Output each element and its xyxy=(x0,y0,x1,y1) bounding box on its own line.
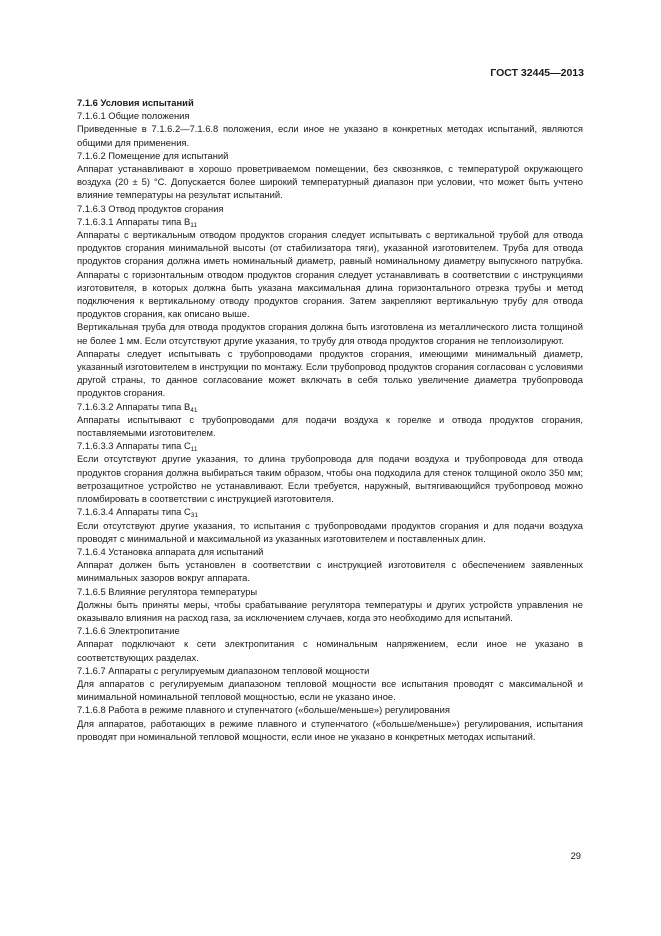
subscript: 11 xyxy=(190,446,198,454)
section-title-7-1-6-6: 7.1.6.6 Электропитание xyxy=(77,625,180,637)
paragraph: Должны быть приняты меры, чтобы срабатывание регулятора температуры и других устройств управления не оказывало влияния на расход газа, за исключением случаев, когда это необходимо для испытаний. xyxy=(77,598,583,623)
section-title-7-1-6-2: 7.1.6.2 Помещение для испытаний xyxy=(77,149,229,161)
section-title-7-1-6-1: 7.1.6.1 Общие положения xyxy=(77,110,190,122)
paragraph: Аппараты испытывают с трубопроводами для подачи воздуха к горелке и отвода продуктов сгорания, поставляемыми изготовителем. xyxy=(77,413,583,439)
section-title-7-1-6-3: 7.1.6.3 Отвод продуктов сгорания xyxy=(77,202,224,214)
page-number: 29 xyxy=(570,850,581,861)
title-text: 7.1.6.3.2 Аппараты типа B xyxy=(77,400,191,412)
section-title-7-1-6-7: 7.1.6.7 Аппараты с регулируемым диапазоном тепловой мощности xyxy=(77,664,370,676)
title-text: 7.1.6.3.1 Аппараты типа B xyxy=(77,215,191,227)
section-title-7-1-6-3-2 xyxy=(77,400,583,413)
paragraph: Если отсутствуют другие указания, то испытания с трубопроводами продуктов сгорания и для подачи воздуха проводят с минимальной и максимальной из указанных изготовителем и поставленных длин. xyxy=(77,519,583,544)
section-title-7-1-6-5: 7.1.6.5 Влияние регулятора температуры xyxy=(77,585,258,597)
section-title-7-1-6-3-3 xyxy=(77,439,583,452)
paragraph: Аппарат должен быть установлен в соответствии с инструкцией изготовителя с обеспечением заявленных минимальных зазоров вокруг аппарата. xyxy=(77,559,583,584)
section-title-7-1-6-3-4 xyxy=(77,505,583,518)
document-body xyxy=(77,96,583,743)
paragraph: Аппарат устанавливают в хорошо проветриваемом помещении, без сквозняков, с температурой окружающего воздуха (20 ± 5) °С. Допускается более широкий температурный диапазон при условии, что может быть учтено влияние температуры на результат испытаний. xyxy=(77,163,583,201)
section-title-7-1-6-8: 7.1.6.8 Работа в режиме плавного и ступенчатого («больше/меньше») регулирования xyxy=(77,704,450,716)
paragraph: Вертикальная труба для отвода продуктов сгорания должна быть изготовлена из металлического листа толщиной не более 1 мм. Если отсутствуют другие указания, то трубу для отвода продуктов сгорания не теплоизолируют. xyxy=(77,321,583,346)
section-title-7-1-6-4: 7.1.6.4 Установка аппарата для испытаний xyxy=(77,545,264,557)
paragraph: Для аппаратов с регулируемым диапазоном тепловой мощности все испытания проводят с максимальной и минимальной номинальной тепловой мощностью, если не указано иное. xyxy=(77,677,583,703)
subscript: 31 xyxy=(190,512,199,520)
subscript: 11 xyxy=(190,221,198,229)
title-text: 7.1.6.3.3 Аппараты типа С xyxy=(77,440,191,452)
title-text: 7.1.6.3.4 Аппараты типа С xyxy=(77,506,191,518)
section-title-7-1-6-3-1 xyxy=(77,215,583,228)
paragraph: Аппараты следует испытывать с трубопроводами продуктов сгорания, имеющими минимальный диаметр, указанный изготовителем в инструкции по монтажу. Если трубопровод продуктов сгорания согласован с условиями другой страны, то данное согласование может включать в себя только увеличение диаметра трубопровода продуктов сгорания. xyxy=(77,347,583,399)
paragraph: Аппараты с вертикальным отводом продуктов сгорания следует испытывать с вертикальной трубой для отвода продуктов сгорания минимальной высоты (от стабилизатора тяги), указанной изготовителем. Труба для отвода продуктов сгорания должна иметь номинальный диаметр, равный номинальному диаметру выпускного патрубка. Аппараты с горизонтальным отводом продуктов сгорания следует устанавливать в соответствии с инструкциями изготовителя, в которых должна быть указана максимальная длина горизонтального отрезка трубы и метод подключения к вертикальному отводу продуктов сгорания. Затем закрепляют вертикальную трубу для отвода продуктов сгорания, как описано выше. xyxy=(77,229,583,320)
paragraph: Аппарат подключают к сети электропитания с номинальным напряжением, если иное не указано в соответствующих разделах. xyxy=(77,638,583,663)
section-title-7-1-6: 7.1.6 Условия испытаний xyxy=(77,97,194,108)
paragraph: Приведенные в 7.1.6.2—7.1.6.8 положения, если иное не указано в конкретных методах испытаний, являются общими для применения. xyxy=(77,123,583,148)
paragraph: Если отсутствуют другие указания, то длина трубопровода для подачи воздуха и трубопровода для отвода продуктов сгорания должна выбираться таким образом, чтобы она подходила для стенок толщиной около 350 мм; ветрозащитное устройство не устанавливают. Если требуется, наружный, вытягивающийся трубопровод можно пломбировать в соответствии с инструкцией изготовителя. xyxy=(77,453,583,505)
paragraph: Для аппаратов, работающих в режиме плавного и ступенчатого («больше/меньше») регулирования, испытания проводят при номинальной тепловой мощности, если иное не указано в конкретных методах испытаний. xyxy=(77,717,583,742)
subscript: 41 xyxy=(190,406,198,414)
document-header: ГОСТ 32445—2013 xyxy=(490,67,584,79)
